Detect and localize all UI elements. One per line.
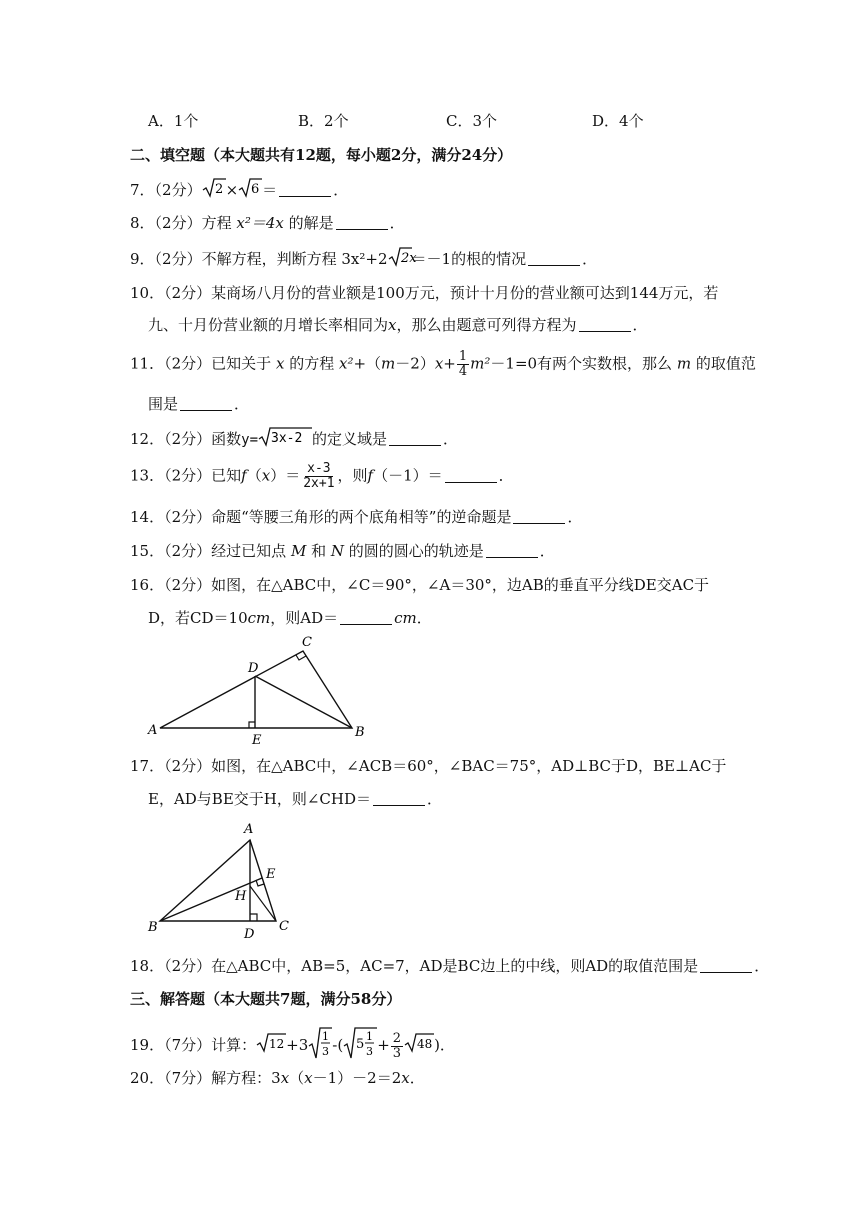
q10-text-a: 九、十月份营业额的月增长率相同为 bbox=[148, 316, 389, 334]
q12-text-a: 函数 bbox=[211, 430, 242, 448]
question-20 bbox=[130, 1067, 425, 1089]
label-c: C bbox=[279, 919, 289, 934]
sqrt-48 bbox=[404, 1032, 434, 1060]
q8-end: ． bbox=[389, 214, 405, 232]
fraction-x-minus-3 bbox=[301, 462, 336, 491]
frac-numerator: 2 bbox=[392, 1030, 402, 1046]
label-e: E bbox=[266, 867, 276, 882]
sqrt-3x-2 bbox=[258, 426, 312, 454]
label-b: B bbox=[355, 725, 365, 740]
frac-denominator: 4 bbox=[458, 364, 468, 379]
fraction-two-thirds bbox=[391, 1032, 403, 1061]
question-11-line-2 bbox=[148, 393, 249, 415]
question-8 bbox=[130, 212, 405, 234]
q20-end: ． bbox=[409, 1069, 425, 1087]
q19-text: 计算： bbox=[211, 1036, 257, 1054]
q13-text-d: ，则 bbox=[337, 466, 368, 485]
q20-text-c: －1）－2＝2 bbox=[312, 1069, 402, 1087]
answer-blank[interactable] bbox=[513, 509, 565, 524]
q17-line-1-text: 如图，在△ABC中，∠ACB＝60°，∠BAC＝75°，AD⊥BC于D，BE⊥AC于 bbox=[211, 757, 727, 775]
answer-blank[interactable] bbox=[279, 182, 331, 197]
label-b: B bbox=[148, 920, 158, 935]
section-fill-blank-heading: 二、填空题（本大题共有12题，每小题2分，满分24分） bbox=[130, 146, 513, 164]
q17-line-2-text: E，AD与BE交于H，则∠CHD＝ bbox=[148, 790, 372, 808]
figure-17-triangle bbox=[140, 818, 310, 943]
sqrt-2x bbox=[388, 246, 417, 274]
q15-text-c: 的圆的圆心的轨迹是 bbox=[348, 542, 484, 560]
answer-blank[interactable] bbox=[528, 251, 580, 266]
plus-sign: + bbox=[286, 1036, 299, 1054]
q16-end: ． bbox=[416, 609, 432, 627]
var-m: m bbox=[676, 354, 692, 373]
q20-number: 20．（7分） bbox=[130, 1069, 212, 1087]
q9-text-b: ＝－1的根的情况 bbox=[411, 250, 527, 268]
question-12 bbox=[130, 426, 458, 454]
q7-number: 7．（2分） bbox=[130, 181, 202, 199]
q14-number: 14．（2分） bbox=[130, 508, 212, 526]
q9-text-a: 不解方程，判断方程 bbox=[201, 250, 337, 268]
choice-a: A．1个 bbox=[148, 112, 199, 130]
triangle-abc bbox=[160, 840, 276, 921]
var-f: f bbox=[367, 466, 374, 485]
sqrt-frac-num: 1 bbox=[322, 1030, 330, 1043]
question-14 bbox=[130, 506, 583, 528]
q18-number: 18．（2分） bbox=[130, 957, 212, 975]
q10-end: ． bbox=[632, 316, 648, 334]
q16-number: 16．（2分） bbox=[130, 576, 212, 594]
q8-equation: x²＝4x bbox=[236, 214, 284, 232]
var-x: x bbox=[275, 354, 285, 373]
right-angle-e bbox=[249, 722, 255, 728]
var-x: x bbox=[304, 1069, 313, 1087]
q11-paren-open: （ bbox=[366, 354, 382, 373]
q12-text-b: 的定义域是 bbox=[312, 430, 388, 448]
q14-text: 命题“等腰三角形的两个底角相等”的逆命题是 bbox=[211, 508, 512, 526]
q13-text-a: 已知 bbox=[211, 466, 242, 485]
times-sign: × bbox=[225, 181, 239, 199]
q8-number: 8．（2分） bbox=[130, 214, 202, 232]
figure-16-triangle bbox=[140, 630, 380, 750]
q20-paren-open: （ bbox=[289, 1069, 305, 1087]
q18-text: 在△ABC中，AB=5，AC=7，AD是BC边上的中线，则AD的取值范围是 bbox=[211, 957, 699, 975]
q12-number: 12．（2分） bbox=[130, 430, 212, 448]
q20-text-a: 解方程：3 bbox=[211, 1069, 281, 1087]
question-17-line-2 bbox=[148, 788, 442, 810]
q15-end: ． bbox=[539, 542, 555, 560]
section-solve-heading: 三、解答题（本大题共7题，满分58分） bbox=[130, 990, 402, 1008]
paren-close: ) bbox=[434, 1036, 440, 1054]
q15-text-b: 和 bbox=[311, 542, 327, 560]
q13-number: 13．（2分） bbox=[130, 466, 212, 485]
choice-b: B．2个 bbox=[298, 112, 349, 130]
q7-end: ． bbox=[333, 181, 349, 199]
var-x: x bbox=[401, 1069, 410, 1087]
mixed-frac-num: 1 bbox=[366, 1030, 374, 1043]
label-d: D bbox=[244, 927, 255, 942]
question-10-line-1 bbox=[130, 282, 718, 304]
var-x: x bbox=[388, 316, 397, 334]
answer-blank[interactable] bbox=[445, 468, 497, 483]
sqrt-one-third bbox=[308, 1026, 332, 1066]
var-x: x bbox=[280, 1069, 290, 1087]
q19-end: ． bbox=[439, 1036, 455, 1054]
answer-blank[interactable] bbox=[389, 431, 441, 446]
altitude-be bbox=[160, 878, 262, 921]
q9-term: 3x²+2 bbox=[341, 250, 388, 268]
segment-db bbox=[255, 676, 352, 728]
q16-unit: cm bbox=[394, 609, 417, 627]
q11-text-d: －2） bbox=[395, 354, 435, 373]
mixed-frac-den: 3 bbox=[366, 1045, 374, 1058]
sqrt-frac-den: 3 bbox=[322, 1045, 330, 1058]
q12-y-equals: y= bbox=[241, 432, 259, 448]
coef-3: 3 bbox=[298, 1036, 309, 1054]
var-m: m bbox=[381, 354, 396, 373]
q11-end: ． bbox=[234, 395, 250, 413]
var-x: x bbox=[434, 354, 444, 373]
q8-text-b: 的解是 bbox=[288, 214, 334, 232]
q17-end: ． bbox=[427, 790, 443, 808]
label-h: H bbox=[235, 889, 247, 904]
question-7 bbox=[130, 177, 348, 205]
q15-number: 15．（2分） bbox=[130, 542, 212, 560]
question-15 bbox=[130, 540, 555, 562]
answer-blank[interactable] bbox=[700, 958, 752, 973]
sqrt-48-radicand: 48 bbox=[417, 1037, 433, 1051]
unit-cm: cm bbox=[247, 609, 271, 627]
q13-text-e: （－1）＝ bbox=[373, 466, 443, 485]
plus-sign: + bbox=[443, 354, 456, 373]
q11-number: 11．（2分） bbox=[130, 354, 212, 373]
q16-text-b: ，则AD＝ bbox=[270, 609, 339, 627]
q16-line-1-text: 如图，在△ABC中，∠C＝90°，∠A＝30°，边AB的垂直平分线DE交AC于 bbox=[211, 576, 710, 594]
q10-line-1-text: 某商场八月份的营业额是100万元，预计十月份的营业额可达到144万元，若 bbox=[211, 284, 719, 302]
right-angle-d bbox=[250, 914, 257, 921]
question-11-line-1 bbox=[130, 350, 756, 379]
q11-text-b: 的方程 bbox=[289, 354, 335, 373]
q15-text-a: 经过已知点 bbox=[211, 542, 287, 560]
q13-paren-open: （ bbox=[246, 466, 262, 485]
sqrt-6 bbox=[238, 177, 262, 205]
q9-number: 9．（2分） bbox=[130, 250, 202, 268]
frac-denominator: 3 bbox=[392, 1045, 402, 1061]
q8-text-a: 方程 bbox=[201, 214, 232, 232]
frac-denominator: 2x+1 bbox=[303, 476, 335, 491]
sqrt-2x-radicand: 2x bbox=[400, 251, 417, 266]
q10-text-b: ，那么由题意可列得方程为 bbox=[396, 316, 577, 334]
right-angle-c bbox=[296, 655, 306, 660]
label-a: A bbox=[148, 723, 158, 738]
label-d: D bbox=[248, 661, 259, 676]
answer-blank[interactable] bbox=[373, 791, 425, 806]
point-m: M bbox=[290, 542, 307, 560]
choice-d: D．4个 bbox=[592, 112, 644, 130]
plus-sign: + bbox=[377, 1036, 390, 1054]
sqrt-12-radicand: 12 bbox=[269, 1037, 285, 1051]
answer-blank[interactable] bbox=[579, 317, 631, 332]
q18-end: ． bbox=[754, 957, 770, 975]
q14-end: ． bbox=[567, 508, 583, 526]
q11-term-m2: m² bbox=[470, 354, 491, 373]
question-18 bbox=[130, 955, 769, 977]
frac-numerator: x-3 bbox=[307, 461, 331, 476]
segment-hc bbox=[250, 886, 276, 921]
fraction-one-quarter bbox=[457, 350, 469, 379]
frac-numerator: 1 bbox=[458, 349, 468, 364]
q11-term-x2: x²+ bbox=[338, 354, 367, 373]
equals-sign: ＝ bbox=[262, 181, 278, 199]
q11-text-f: 的取值范 bbox=[695, 354, 756, 373]
answer-blank[interactable] bbox=[340, 610, 392, 625]
label-e: E bbox=[252, 733, 262, 748]
question-19 bbox=[130, 1026, 455, 1066]
mixed-whole: 5 bbox=[356, 1037, 365, 1052]
q9-end: ． bbox=[582, 250, 598, 268]
question-13 bbox=[130, 462, 514, 491]
sqrt-12 bbox=[256, 1032, 286, 1060]
question-16-line-1 bbox=[130, 574, 709, 596]
sqrt-2-radicand: 2 bbox=[214, 182, 223, 197]
sqrt-five-one-third bbox=[343, 1026, 377, 1066]
minus-paren: -( bbox=[332, 1036, 344, 1054]
question-16-line-2 bbox=[148, 607, 432, 629]
point-n: N bbox=[330, 542, 344, 560]
answer-blank[interactable] bbox=[180, 396, 232, 411]
q11-line-2-text: 围是 bbox=[148, 395, 179, 413]
q13-text-c: ）＝ bbox=[270, 466, 301, 485]
label-a: A bbox=[244, 822, 254, 837]
q13-end: ． bbox=[498, 466, 514, 485]
q11-text-e: －1=0有两个实数根，那么 bbox=[490, 354, 673, 373]
sqrt-6-radicand: 6 bbox=[251, 182, 260, 197]
answer-blank[interactable] bbox=[486, 543, 538, 558]
q11-text-a: 已知关于 bbox=[211, 354, 272, 373]
q10-number: 10．（2分） bbox=[130, 284, 212, 302]
q17-number: 17．（2分） bbox=[130, 757, 212, 775]
answer-blank[interactable] bbox=[336, 215, 388, 230]
var-f: f bbox=[241, 466, 247, 485]
choice-c: C．3个 bbox=[446, 112, 498, 130]
question-10-line-2 bbox=[148, 314, 648, 336]
sqrt-3x-2-radicand: 3x-2 bbox=[271, 431, 303, 446]
q16-text-a: D，若CD＝10 bbox=[148, 609, 248, 627]
label-c: C bbox=[302, 635, 312, 650]
question-9 bbox=[130, 246, 597, 274]
sqrt-2 bbox=[202, 177, 226, 205]
q12-end: ． bbox=[443, 430, 459, 448]
q19-number: 19．（7分） bbox=[130, 1036, 212, 1054]
var-x: x bbox=[261, 466, 271, 485]
question-17-line-1 bbox=[130, 755, 726, 777]
